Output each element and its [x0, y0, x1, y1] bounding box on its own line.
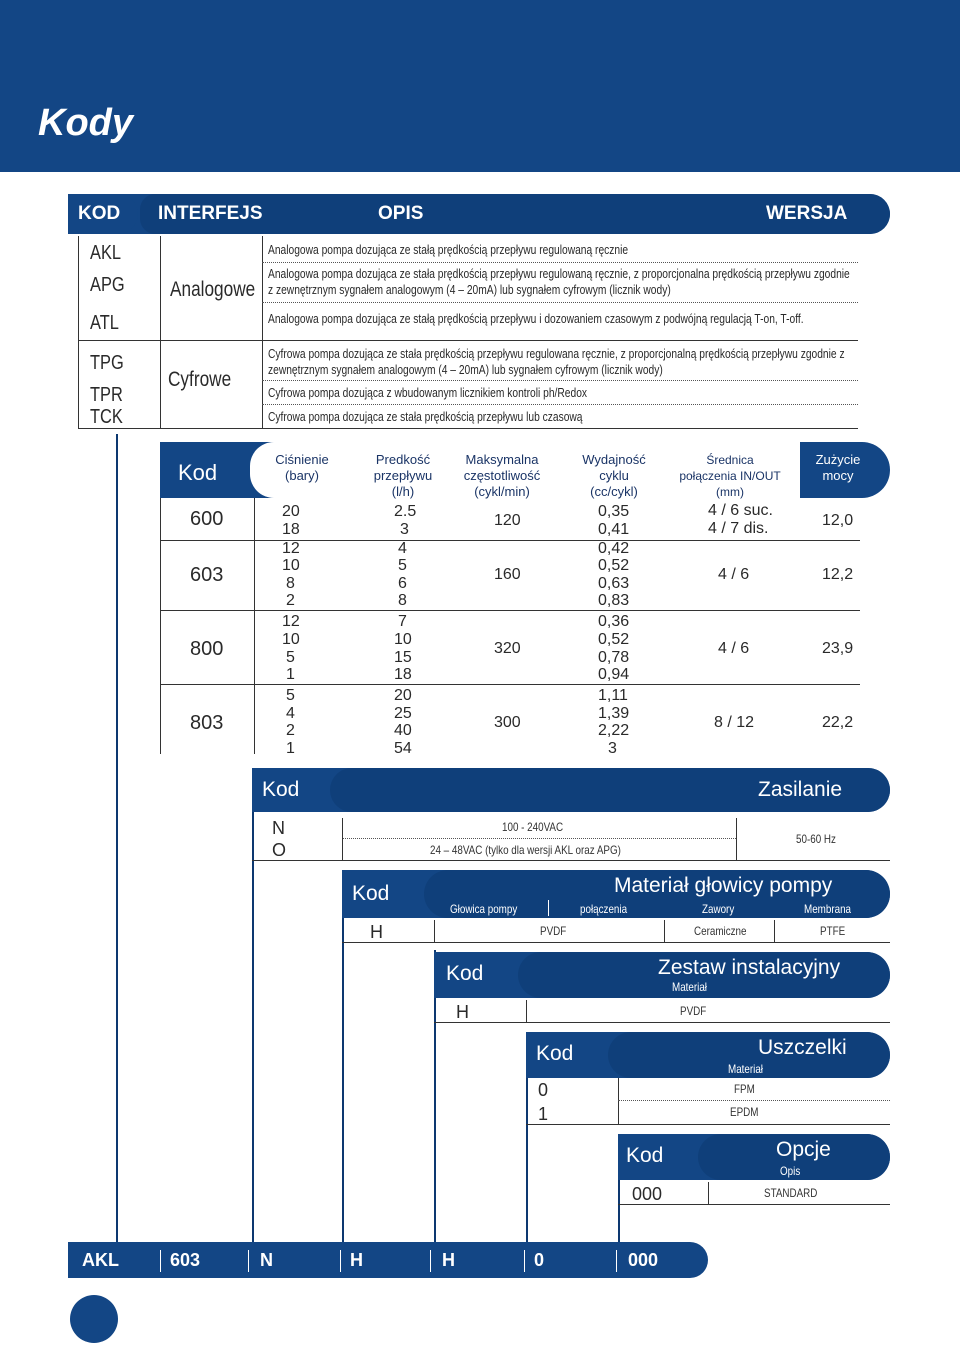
footer-sep — [616, 1250, 617, 1272]
cell: 12 — [282, 613, 300, 630]
t6-sep — [618, 1078, 619, 1124]
t3-o-desc: 24 – 48VAC (tylko dla wersji AKL oraz APG) — [430, 843, 621, 857]
cell: 12 — [282, 540, 300, 557]
col-kod: KOD — [78, 203, 121, 224]
t4-kod-h: H — [370, 922, 383, 942]
footer-part: 000 — [628, 1250, 659, 1270]
cell: 10 — [394, 631, 412, 648]
t6-kod-0: 0 — [538, 1080, 549, 1100]
t7-title: Opcje — [776, 1138, 831, 1161]
t1-sep1 — [160, 236, 161, 428]
t6-dots — [618, 1100, 890, 1101]
kod-apg: APG — [90, 274, 125, 296]
t4-col-membrana: Membrana — [804, 902, 852, 916]
t7-bottom — [618, 1204, 890, 1205]
guide-line — [342, 870, 344, 1242]
t2-h-predkosc: Predkość przepływu (l/h) — [373, 452, 433, 499]
t1-sep2 — [262, 236, 263, 428]
cell: 0,35 — [598, 503, 630, 520]
t2-h-zuzycie: Zużycie mocy — [815, 452, 861, 483]
kod-tck: TCK — [90, 406, 123, 428]
t4-v3: PTFE — [820, 924, 846, 938]
opis-apg-1: Analogowa pompa dozująca ze stała prędkością przepływu regulowaną ręcznie, z proporcjonalna prędkością przepływu zgodnie — [268, 267, 850, 281]
cell: 18 — [282, 521, 300, 538]
t1-dots — [262, 302, 858, 303]
cell: 5 — [398, 557, 407, 574]
cell: 20 — [282, 503, 300, 520]
kod-803: 803 — [190, 712, 224, 734]
t5-kod: Kod — [446, 962, 484, 985]
srednica-600-b: 4 / 7 dis. — [708, 520, 769, 537]
opis-tpg-2: zewnętrznym sygnałem analogowym (4 – 20mA) lub sygnałem cyfrowym (licznik wody) — [268, 363, 663, 377]
cell: 2,22 — [598, 722, 630, 739]
footer-part: H — [350, 1250, 363, 1270]
col-opis: OPIS — [378, 203, 424, 224]
moc-603: 12,2 — [822, 566, 854, 583]
t5-sep — [526, 1000, 527, 1022]
footer-part: N — [260, 1250, 273, 1270]
footer-sep — [160, 1250, 161, 1272]
t5-v: PVDF — [680, 1004, 707, 1018]
t3-freq: 50-60 Hz — [796, 832, 836, 846]
kod-tpr: TPR — [90, 384, 123, 406]
moc-800: 23,9 — [822, 640, 854, 657]
freq-803: 300 — [494, 714, 521, 731]
t4-sep — [664, 920, 665, 942]
t3-sep — [342, 818, 343, 860]
footer-part: H — [442, 1250, 455, 1270]
t3-kod: Kod — [262, 778, 300, 801]
t1-border-left — [78, 236, 79, 428]
t5-title: Zestaw instalacyjny — [658, 956, 841, 979]
t3-kod-o: O — [272, 840, 287, 860]
cell: 25 — [394, 705, 412, 722]
opis-apg-2: z zewnętrznym sygnałem analogowym (4 – 20mA) lub sygnałem cyfrowym (licznik wody) — [268, 283, 671, 297]
t1-dots — [262, 404, 858, 405]
t3-kod-n: N — [272, 818, 285, 838]
cell: 40 — [394, 722, 412, 739]
t2-group-sep — [160, 540, 860, 541]
cell: 1,11 — [598, 687, 628, 704]
col-interfejs: INTERFEJS — [158, 203, 263, 224]
t7-sep — [708, 1182, 709, 1204]
kod-800: 800 — [190, 638, 224, 660]
kod-tpg: TPG — [90, 352, 124, 374]
t4-title: Materiał głowicy pompy — [614, 874, 833, 897]
freq-600: 120 — [494, 512, 521, 529]
cell: 0,41 — [598, 521, 630, 538]
t7-sub: Opis — [780, 1164, 801, 1178]
t6-kod: Kod — [536, 1042, 574, 1065]
opis-tck: Cyfrowa pompa dozująca ze stała prędkością przepływu lub czasową — [268, 410, 583, 424]
t3-title: Zasilanie — [758, 778, 843, 801]
footer-part: AKL — [82, 1250, 119, 1270]
footer-part: 0 — [534, 1250, 545, 1270]
freq-603: 160 — [494, 566, 521, 583]
footer-sep — [248, 1250, 249, 1272]
t6-sub: Materiał — [728, 1062, 764, 1076]
t4-bottom — [342, 942, 890, 943]
moc-803: 22,2 — [822, 714, 854, 731]
t3-sep — [736, 818, 737, 860]
guide-line — [252, 770, 254, 1242]
cell: 8 — [286, 575, 295, 592]
cell: 0,78 — [598, 649, 630, 666]
cell: 0,63 — [598, 575, 630, 592]
guide-line — [116, 434, 118, 1242]
moc-600: 12,0 — [822, 512, 854, 529]
cell: 0,52 — [598, 631, 630, 648]
footer-sep — [430, 1250, 431, 1272]
t1-bottom — [78, 428, 858, 429]
t4-kod: Kod — [352, 882, 390, 905]
t3-bottom — [252, 860, 890, 861]
kod-603: 603 — [190, 564, 224, 586]
cell: 0,94 — [598, 666, 630, 683]
t4-col-sep — [548, 900, 549, 916]
cell: 20 — [394, 687, 412, 704]
cell: 6 — [398, 575, 407, 592]
t4-v1: PVDF — [540, 924, 567, 938]
t2-group-sep — [160, 610, 860, 611]
cell: 5 — [286, 649, 295, 666]
t5-kod-h: H — [456, 1002, 469, 1022]
group-cyfrowe: Cyfrowe — [168, 368, 232, 391]
srednica-803: 8 / 12 — [714, 714, 755, 731]
srednica-600-a: 4 / 6 suc. — [708, 502, 773, 519]
t7-kod-000: 000 — [632, 1184, 663, 1204]
cell: 0,52 — [598, 557, 630, 574]
t4-col-glowica: Głowica pompy — [450, 902, 518, 916]
opis-atl: Analogowa pompa dozująca ze stałą prędkością przepływu i dozowaniem czasowym z podwójną regulacją T-on, T-off. — [268, 312, 804, 326]
t1-mid — [78, 340, 858, 341]
cell: 0,36 — [598, 613, 630, 630]
kod-600: 600 — [190, 508, 224, 530]
col-wersja: WERSJA — [766, 203, 848, 224]
opis-akl: Analogowa pompa dozująca ze stałą prędkością przepływu regulowaną ręcznie — [268, 243, 629, 257]
opis-tpr: Cyfrowa pompa dozująca z wbudowanym licznikiem kontroli ph/Redox — [268, 386, 588, 400]
cell: 0,83 — [598, 592, 630, 609]
cell: 4 — [286, 705, 295, 722]
cell: 54 — [394, 740, 412, 757]
cell: 18 — [394, 666, 412, 683]
t2-group-sep — [160, 684, 860, 685]
t6-v1: EPDM — [730, 1105, 759, 1119]
header-banner — [0, 0, 960, 172]
t1-dots — [262, 380, 858, 381]
kod-atl: ATL — [90, 312, 119, 334]
t5-bottom — [434, 1022, 890, 1023]
cell: 5 — [286, 687, 295, 704]
srednica-603: 4 / 6 — [718, 566, 750, 583]
t6-kod-1: 1 — [538, 1104, 549, 1124]
cell: 1,39 — [598, 705, 630, 722]
t2-h-wydajnosc: Wydajność cyklu (cc/cykl) — [582, 452, 646, 499]
cell: 3 — [608, 740, 617, 757]
cell: 2 — [286, 592, 295, 609]
t4-sep — [434, 920, 435, 942]
cell: 4 — [398, 540, 407, 557]
t1-dots — [262, 262, 858, 263]
t3-n-desc: 100 - 240VAC — [502, 820, 564, 834]
t6-title: Uszczelki — [758, 1036, 847, 1059]
cell: 10 — [282, 557, 300, 574]
footer-part: 603 — [170, 1250, 201, 1270]
example-code-bar — [68, 1242, 708, 1278]
t2-kod-header: Kod — [178, 460, 218, 485]
t2-h-freq: Maksymalna częstotliwość (cykl/min) — [463, 452, 541, 499]
cell: 10 — [282, 631, 300, 648]
t4-col-polaczenia: połączenia — [580, 902, 628, 916]
cell: 3 — [400, 521, 409, 538]
t2-h-srednica: Średnica połączenia IN/OUT (mm) — [679, 453, 781, 499]
cell: 7 — [398, 613, 407, 630]
t4-col-zawory: Zawory — [702, 902, 735, 916]
page-title: Kody — [38, 102, 133, 144]
t4-v2: Ceramiczne — [694, 924, 747, 938]
cell: 15 — [394, 649, 412, 666]
group-analogowe: Analogowe — [170, 278, 256, 301]
t6-bottom — [526, 1124, 890, 1125]
opis-tpg-1: Cyfrowa pompa dozująca ze stała prędkością przepływu regulowana ręcznie, z proporcjonalną prędkością przepływu zgodnie z — [268, 347, 845, 361]
cell: 1 — [286, 740, 295, 757]
t3-dots — [342, 838, 736, 839]
footer-sep — [340, 1250, 341, 1272]
page-number-circle — [70, 1295, 118, 1343]
t7-kod: Kod — [626, 1144, 664, 1167]
cell: 2.5 — [394, 503, 417, 520]
footer-sep — [524, 1250, 525, 1272]
t2-h-cisnienie: Ciśnienie (bary) — [275, 452, 329, 483]
t4-sep — [774, 920, 775, 942]
freq-800: 320 — [494, 640, 521, 657]
t2-sep — [254, 498, 255, 754]
t7-v: STANDARD — [764, 1186, 818, 1200]
t2-border — [160, 498, 161, 754]
cell: 8 — [398, 592, 407, 609]
cell: 1 — [286, 666, 295, 683]
kod-akl: AKL — [90, 242, 122, 264]
srednica-800: 4 / 6 — [718, 640, 750, 657]
cell: 0,42 — [598, 540, 630, 557]
cell: 2 — [286, 722, 295, 739]
t5-sub: Materiał — [672, 980, 708, 994]
t6-v0: FPM — [734, 1082, 755, 1096]
